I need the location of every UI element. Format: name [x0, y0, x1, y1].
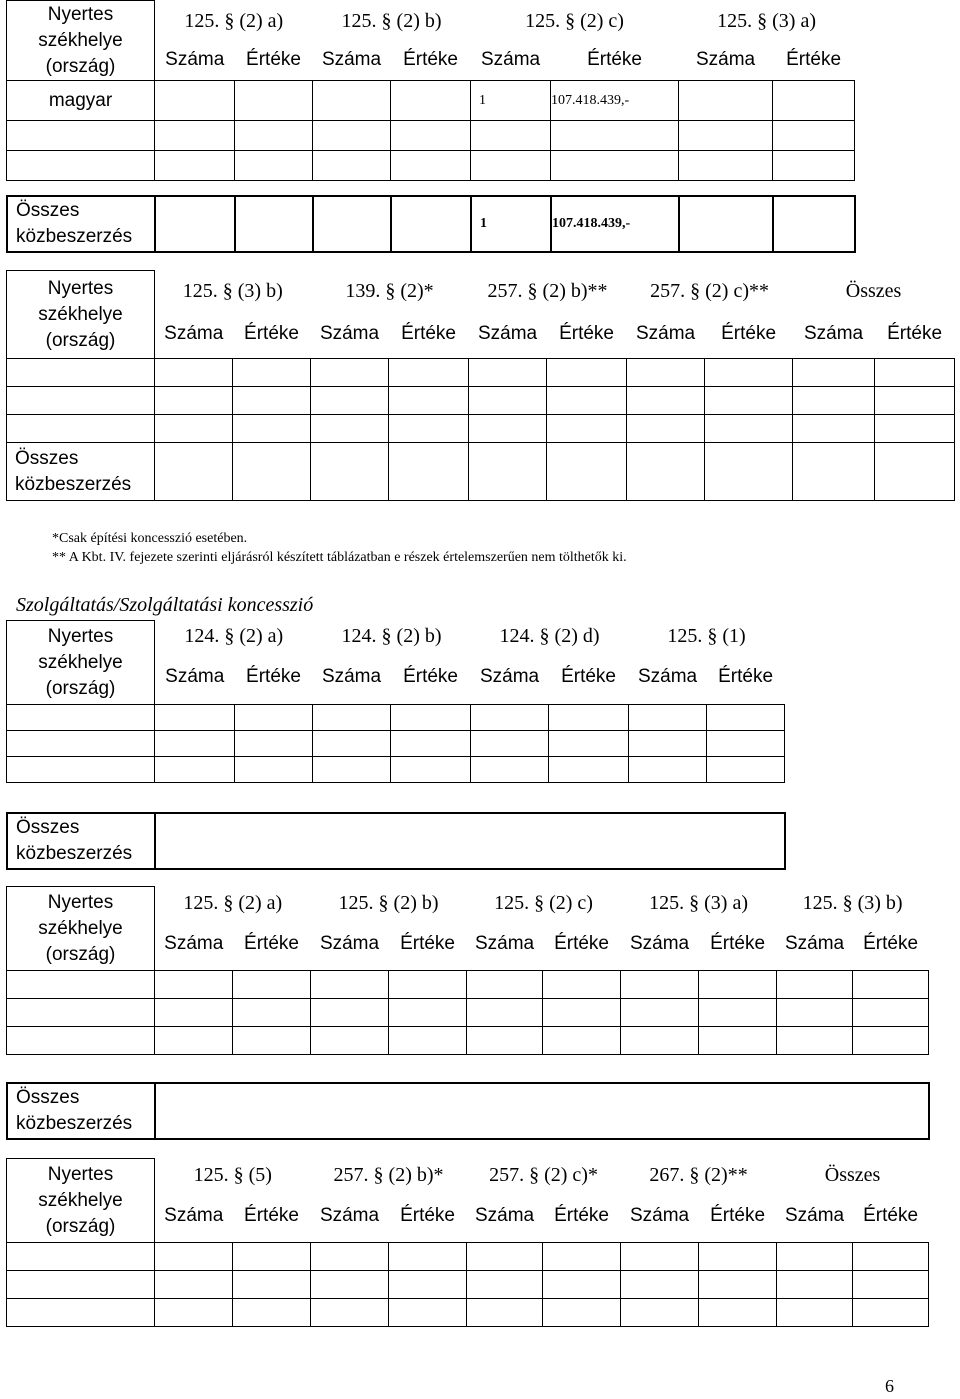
table-row	[7, 121, 855, 151]
header-3: 124. § (2) d)	[499, 624, 600, 647]
total-label: Összes közbeszerzés	[7, 196, 155, 252]
page-number: 6	[885, 1376, 894, 1396]
table-3	[6, 620, 785, 783]
szama-label: Száma	[629, 1205, 690, 1227]
erteke-label: Értéke	[244, 323, 299, 345]
header-4: 125. § (3) a)	[717, 9, 816, 32]
erteke-label: Értéke	[718, 666, 774, 688]
header-1: 125. § (5)	[193, 1163, 272, 1186]
table-row	[7, 1027, 929, 1055]
erteke-label: Értéke	[887, 323, 943, 345]
table-row	[7, 731, 785, 757]
header-2: 257. § (2) b)*	[333, 1163, 444, 1186]
szama-label: Száma	[803, 323, 864, 345]
table-row	[7, 151, 855, 181]
total-value: 107.418.439,-	[551, 196, 679, 252]
szama-label: Száma	[164, 933, 224, 955]
total-value: 1	[471, 196, 551, 252]
header-1: 125. § (2) a)	[183, 891, 283, 914]
szama-label: Száma	[784, 933, 845, 955]
szama-label: Száma	[321, 49, 382, 71]
total-label: Összes közbeszerzés	[7, 443, 155, 501]
footnote-2: ** A Kbt. IV. fejezete szerinti eljárásról készített táblázatban e részek értelemszerűen nem tölthetők ki.	[52, 550, 627, 565]
szama-label: Száma	[784, 1205, 845, 1227]
table-row	[7, 1299, 929, 1327]
table-row	[7, 999, 929, 1027]
value-cell: 1	[471, 81, 551, 121]
table-row	[7, 1271, 929, 1299]
header-4: 257. § (2) c)**	[650, 279, 769, 302]
header-4: 267. § (2)**	[649, 1163, 748, 1186]
table-row	[7, 1243, 929, 1271]
erteke-label: Értéke	[403, 666, 458, 688]
szama-label: Száma	[635, 323, 696, 345]
table-1-grid	[6, 0, 855, 181]
table-row	[7, 757, 785, 783]
erteke-label: Értéke	[246, 666, 301, 688]
szama-label: Száma	[637, 666, 698, 688]
table-1	[6, 0, 855, 181]
erteke-label: Értéke	[554, 933, 609, 955]
header-1: 125. § (3) b)	[182, 279, 283, 302]
header-5: 125. § (3) b)	[802, 891, 903, 914]
szama-label: Száma	[695, 49, 756, 71]
col-label: Nyertes székhelye (ország)	[7, 1159, 155, 1243]
szama-label: Száma	[477, 323, 538, 345]
section-title: Szolgáltatás/Szolgáltatási koncesszió	[16, 594, 314, 616]
table-row	[7, 387, 955, 415]
header-5: Összes	[824, 1163, 881, 1186]
erteke-label: Értéke	[403, 49, 458, 71]
table-row	[7, 705, 785, 731]
footnote-1: *Csak építési koncesszió esetében.	[52, 531, 248, 546]
erteke-label: Értéke	[786, 49, 842, 71]
col-label: Nyertes székhelye (ország)	[7, 887, 155, 971]
total-label: Összes közbeszerzés	[7, 813, 155, 869]
erteke-label: Értéke	[400, 1205, 455, 1227]
header-3: 125. § (2) c)	[525, 9, 624, 32]
header-4: 125. § (3) a)	[649, 891, 748, 914]
header-3: 257. § (2) b)**	[487, 279, 608, 302]
erteke-label: Értéke	[244, 1205, 299, 1227]
szama-label: Száma	[164, 323, 224, 345]
szama-label: Száma	[474, 1205, 535, 1227]
szama-label: Száma	[319, 933, 380, 955]
table-row	[7, 359, 955, 387]
erteke-label: Értéke	[710, 1205, 766, 1227]
table-1-total	[6, 195, 856, 253]
table-4-total	[6, 1082, 930, 1140]
erteke-label: Értéke	[710, 933, 766, 955]
erteke-label: Értéke	[401, 323, 456, 345]
header-2: 139. § (2)*	[345, 279, 434, 302]
total-label: Összes közbeszerzés	[7, 1083, 155, 1139]
table-row	[7, 971, 929, 999]
table-row	[7, 443, 955, 501]
col-label: Nyertes székhelye (ország)	[7, 271, 155, 359]
szama-label: Száma	[319, 1205, 380, 1227]
erteke-label: Értéke	[863, 1205, 919, 1227]
header-1: 124. § (2) a)	[184, 624, 284, 647]
szama-label: Száma	[165, 666, 225, 688]
erteke-label: Értéke	[400, 933, 455, 955]
erteke-label: Értéke	[863, 933, 919, 955]
erteke-label: Értéke	[559, 323, 614, 345]
erteke-label: Értéke	[554, 1205, 609, 1227]
szama-label: Száma	[165, 49, 225, 71]
header-3: 257. § (2) c)*	[489, 1163, 598, 1186]
szama-label: Száma	[321, 666, 382, 688]
erteke-label: Értéke	[561, 666, 616, 688]
erteke-label: Értéke	[587, 49, 642, 71]
table-3-total	[6, 812, 786, 870]
szama-label: Száma	[479, 666, 540, 688]
header-1: 125. § (2) a)	[184, 9, 284, 32]
table-row	[7, 81, 855, 121]
value-cell: 107.418.439,-	[551, 81, 679, 121]
erteke-label: Értéke	[244, 933, 299, 955]
header-2: 124. § (2) b)	[341, 624, 442, 647]
szama-label: Száma	[164, 1205, 224, 1227]
szama-label: Száma	[629, 933, 690, 955]
header-3: 125. § (2) c)	[494, 891, 593, 914]
header-2: 125. § (2) b)	[341, 9, 442, 32]
table-2	[6, 270, 955, 501]
erteke-label: Értéke	[721, 323, 777, 345]
header-5: Összes	[845, 279, 902, 302]
szama-label: Száma	[319, 323, 380, 345]
table-row	[7, 415, 955, 443]
header-2: 125. § (2) b)	[338, 891, 439, 914]
header-4: 125. § (1)	[667, 624, 746, 647]
col-label: Nyertes székhelye (ország)	[7, 621, 155, 705]
erteke-label: Értéke	[246, 49, 301, 71]
col-label: Nyertes székhelye (ország)	[7, 1, 155, 81]
szama-label: Száma	[480, 49, 541, 71]
table-5	[6, 1158, 929, 1327]
szama-label: Száma	[474, 933, 535, 955]
country-cell: magyar	[7, 81, 155, 121]
table-4	[6, 886, 929, 1055]
